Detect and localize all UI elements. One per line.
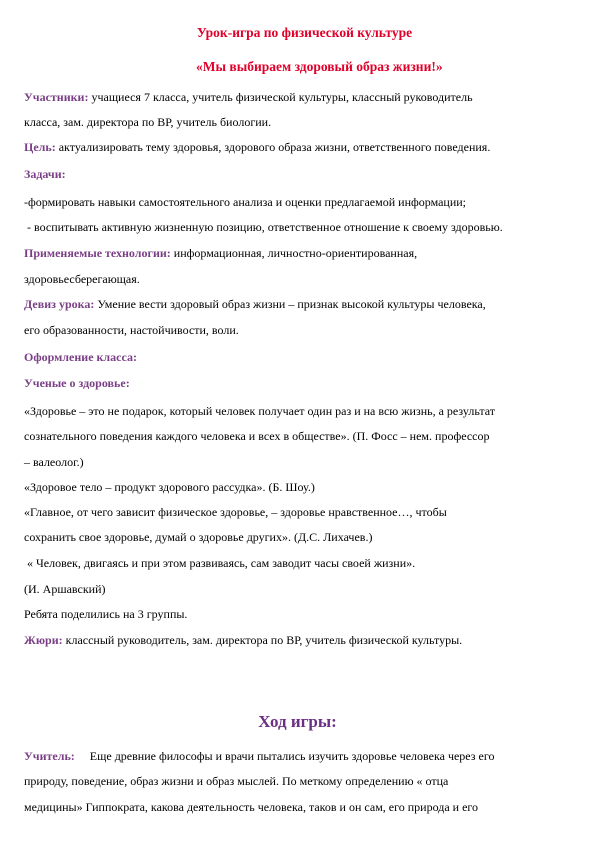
technologies-label: Применяемые технологии: bbox=[24, 246, 171, 260]
goal-line bbox=[24, 140, 573, 154]
goal-label: Цель: bbox=[24, 140, 56, 154]
teacher-label: Учитель: bbox=[24, 749, 75, 763]
participants-text: учащиеся 7 класса, учитель физической культуры, классный руководитель bbox=[91, 90, 473, 104]
goal-text: актуализировать тему здоровья, здорового образа жизни, ответственного поведения. bbox=[58, 140, 491, 154]
game-heading: Ход игры: bbox=[258, 712, 337, 731]
quote-line: « Человек, двигаясь и при этом развиваясь, сам заводит часы своей жизни». bbox=[24, 556, 416, 570]
quote-line: «Главное, от чего зависит физическое здоровье, – здоровье нравственное…, чтобы bbox=[24, 505, 447, 519]
jury-text: классный руководитель, зам. директора по ВР, учитель физической культуры. bbox=[65, 633, 463, 647]
scientists-label: Ученые о здоровье: bbox=[24, 376, 130, 390]
motto-line-2: его образованности, настойчивости, воли. bbox=[24, 323, 239, 337]
tasks-label: Задачи: bbox=[24, 167, 66, 181]
teacher-text: Еще древние философы и врачи пытались изучить здоровье человека через его bbox=[74, 749, 495, 763]
technologies-text: информационная, личностно-ориентированная, bbox=[170, 246, 418, 260]
participants-line-1 bbox=[24, 90, 573, 104]
design-label: Оформление класса: bbox=[24, 350, 137, 364]
teacher-line-1 bbox=[24, 749, 573, 763]
jury-label: Жюри: bbox=[24, 633, 63, 647]
participants-line-2: класса, зам. директора по ВР, учитель биологии. bbox=[24, 115, 272, 129]
teacher-line-2: природу, поведение, образ жизни и образ мыслей. По меткому определению « отца bbox=[24, 774, 449, 788]
quote-line: сохранить свое здоровье, думай о здоровье других». (Д.С. Лихачев.) bbox=[24, 530, 373, 544]
quote-line: «Здоровое тело – продукт здорового рассудка». (Б. Шоу.) bbox=[24, 480, 315, 494]
motto-label: Девиз урока: bbox=[24, 297, 95, 311]
technologies-line-2: здоровьесберегающая. bbox=[24, 272, 140, 286]
groups-note: Ребята поделились на 3 группы. bbox=[24, 607, 188, 621]
quote-line: «Здоровье – это не подарок, который человек получает один раз и на всю жизнь, а результат bbox=[24, 404, 496, 418]
task-item: -формировать навыки самостоятельного анализа и оценки предлагаемой информации; bbox=[24, 195, 467, 209]
motto-text: Умение вести здоровый образ жизни – признак высокой культуры человека, bbox=[97, 297, 486, 311]
quote-line: сознательного поведения каждого человека и всех в обществе». (П. Фосс – нем. профессор bbox=[24, 429, 490, 443]
title-line-1: Урок-игра по физической культуре bbox=[196, 25, 413, 40]
participants-label: Участники: bbox=[24, 90, 89, 104]
technologies-line-1 bbox=[24, 246, 573, 260]
jury-line bbox=[24, 633, 573, 647]
teacher-line-3: медицины» Гиппократа, какова деятельность человека, таков и он сам, его природа и его bbox=[24, 800, 479, 814]
motto-line-1 bbox=[24, 297, 573, 311]
quote-author: (И. Аршавский) bbox=[24, 582, 106, 596]
quote-line: – валеолог.) bbox=[24, 455, 84, 469]
title-line-2: «Мы выбираем здоровый образ жизни!» bbox=[196, 59, 443, 74]
task-item: - воспитывать активную жизненную позицию, ответственное отношение к своему здоровью. bbox=[24, 220, 503, 234]
